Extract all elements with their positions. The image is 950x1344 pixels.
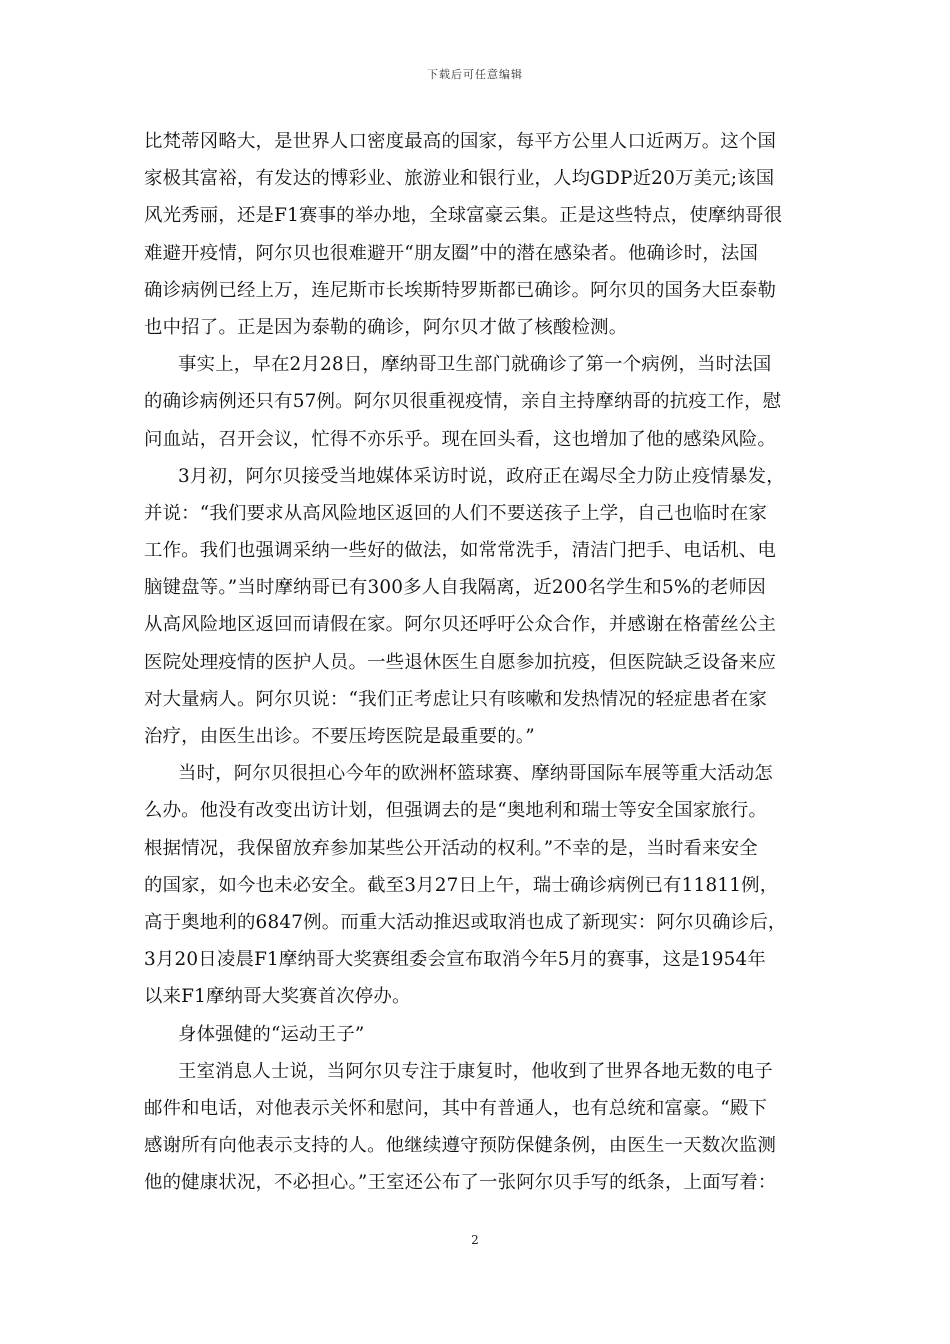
text-line: 从高风险地区返回而请假在家。阿尔贝还呼吁公众合作，并感谢在格蕾丝公主: [144, 614, 777, 636]
text-line: 对大量病人。阿尔贝说：“我们正考虑让只有咳嗽和发热情况的轻症患者在家: [144, 688, 768, 710]
paragraph-start-line: 当时，阿尔贝很担心今年的欧洲杯篮球赛、摩纳哥国际车展等重大活动怎: [178, 763, 773, 785]
text-line: 治疗，由医生出诊。不要压垮医院是最重要的。”: [144, 726, 535, 747]
text-line: 以来F1摩纳哥大奖赛首次停办。: [144, 986, 411, 1008]
page-number: 2: [471, 1233, 479, 1247]
text-line: 工作。我们也强调采纳一些好的做法，如常常洗手，清洁门把手、电话机、电: [144, 540, 777, 562]
document-body: [144, 123, 812, 1201]
text-line: 也中招了。正是因为泰勒的确诊，阿尔贝才做了核酸检测。: [144, 316, 628, 338]
text-line: 医院处理疫情的医护人员。一些退休医生自愿参加抗疫，但医院缺乏设备来应: [144, 651, 777, 673]
text-line: 家极其富裕，有发达的博彩业、旅游业和银行业，人均GDP近20万美元;该国: [144, 168, 775, 190]
text-line: 风光秀丽，还是F1赛事的举办地，全球富豪云集。正是这些特点，使摩纳哥很: [144, 205, 783, 227]
paragraph-start-line: 3月初，阿尔贝接受当地媒体采访时说，政府正在竭尽全力防止疫情暴发，: [178, 465, 785, 487]
text-line: 的国家，如今也未必安全。截至3月27日上午，瑞士确诊病例已有11811例，: [144, 874, 779, 896]
text-line: 么办。他没有改变出访计划，但强调去的是“奥地利和瑞士等安全国家旅行。: [144, 800, 768, 822]
text-line: 邮件和电话，对他表示关怀和慰问，其中有普通人，也有总统和富豪。“殿下: [144, 1097, 768, 1119]
text-line: 脑键盘等。”当时摩纳哥已有300多人自我隔离，近200名学生和5%的老师因: [144, 577, 766, 599]
text-line: 3月20日凌晨F1摩纳哥大奖赛组委会宣布取消今年5月的赛事，这是1954年: [144, 949, 767, 971]
text-line: 问血站，召开会议，忙得不亦乐乎。现在回头看，这也增加了他的感染风险。: [144, 428, 777, 450]
section-heading: 身体强健的“运动王子”: [178, 1023, 365, 1045]
text-line: 难避开疫情，阿尔贝也很难避开“朋友圈”中的潜在感染者。他确诊时，法国: [144, 242, 759, 264]
text-line: 根据情况，我保留放弃参加某些公开活动的权利。”不幸的是，当时看来安全: [144, 837, 758, 859]
text-line: 确诊病例已经上万，连尼斯市长埃斯特罗斯都已确诊。阿尔贝的国务大臣泰勒: [144, 279, 777, 301]
text-line: 他的健康状况，不必担心。”王室还公布了一张阿尔贝手写的纸条，上面写着：: [144, 1172, 777, 1194]
text-line: 的确诊病例还只有57例。阿尔贝很重视疫情，亲自主持摩纳哥的抗疫工作，慰: [144, 391, 782, 413]
text-line: 感谢所有向他表示支持的人。他继续遵守预防保健条例，由医生一天数次监测: [144, 1135, 777, 1157]
paragraph-start-line: 王室消息人士说，当阿尔贝专注于康复时，他收到了世界各地无数的电子: [178, 1060, 773, 1082]
page-header: 下载后可任意编辑: [427, 68, 523, 81]
paragraph-start-line: 事实上，早在2月28日，摩纳哥卫生部门就确诊了第一个病例，当时法国: [178, 354, 772, 376]
text-line: 高于奥地利的6847例。而重大活动推迟或取消也成了新现实：阿尔贝确诊后，: [144, 911, 787, 933]
text-line: 比梵蒂冈略大，是世界人口密度最高的国家，每平方公里人口近两万。这个国: [144, 131, 777, 152]
text-line: 并说：“我们要求从高风险地区返回的人们不要送孩子上学，自己也临时在家: [144, 502, 768, 524]
